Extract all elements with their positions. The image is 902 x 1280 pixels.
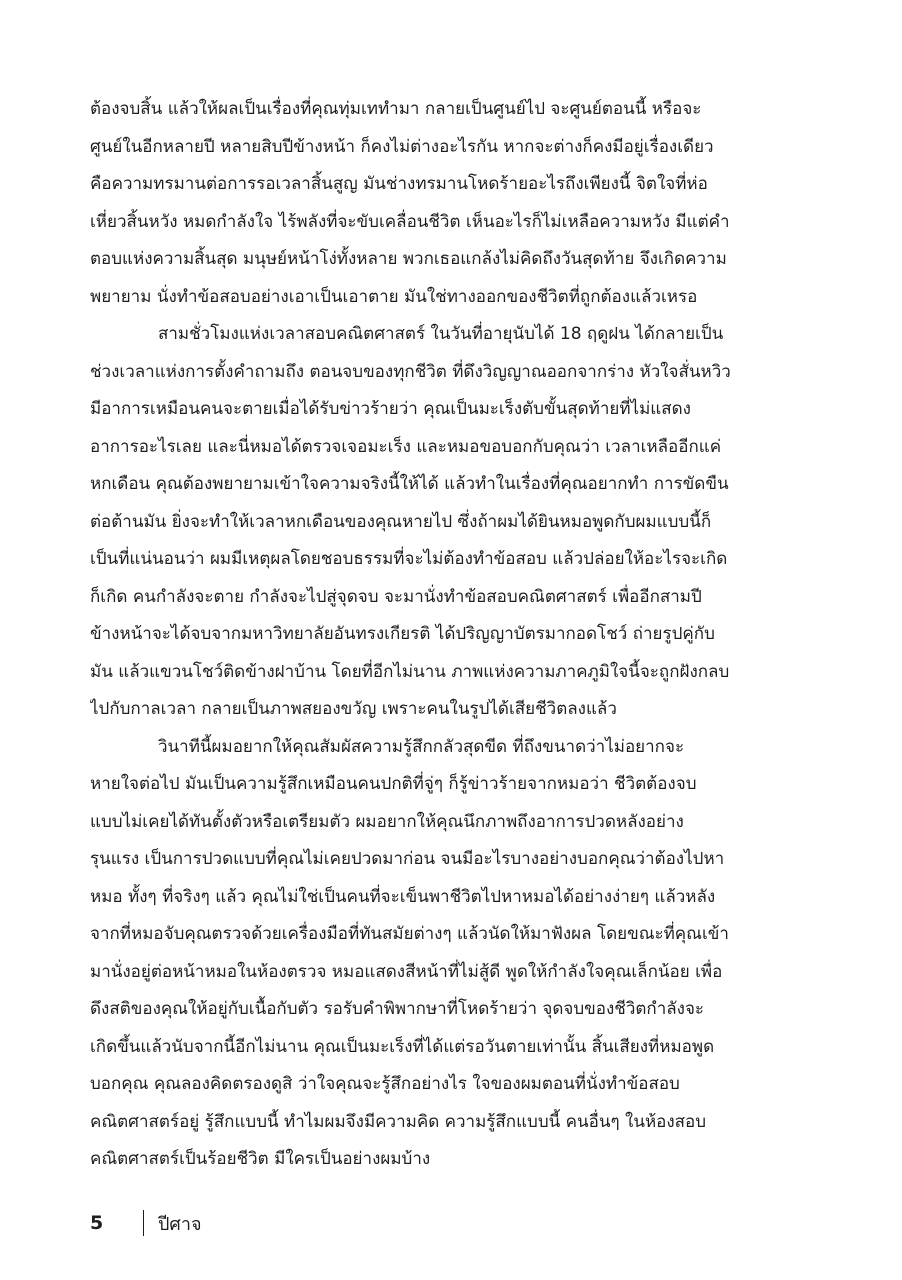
paragraph-first-line: สามชั่วโมงแห่งเวลาสอบคณิตศาสตร์ ในวันที่อายุนับได้ 18 ฤดูฝน ได้กลายเป็น: [158, 324, 724, 344]
text-line: มีอาการเหมือนคนจะตายเมื่อได้รับข่าวร้ายว่า คุณเป็นมะเร็งตับขั้นสุดท้ายที่ไม่แสดง: [90, 399, 691, 419]
paragraph-first-line: วินาทีนี้ผมอยากให้คุณสัมผัสความรู้สึกกลัวสุดขีด ที่ถึงขนาดว่าไม่อยากจะ: [158, 736, 685, 757]
text-line: ข้างหน้าจะได้จบจากมหาวิทยาลัยอันทรงเกียรติ ได้ปริญญาบัตรมากอดโชว์ ถ่ายรูปคู่กับ: [90, 624, 715, 644]
text-line: เหี่ยวสิ้นหวัง หมดกำลังใจ ไร้พลังที่จะขับเคลื่อนชีวิต เห็นอะไรก็ไม่เหลือความหวัง มีแต่คำ: [90, 211, 730, 232]
text-line: ดึงสติของคุณให้อยู่กับเนื้อกับตัว รอรับคำพิพากษาที่โหดร้ายว่า จุดจบของชีวิตกำลังจะ: [90, 999, 705, 1019]
text-line: มานั่งอยู่ต่อหน้าหมอในห้องตรวจ หมอแสดงสีหน้าที่ไม่สู้ดี พูดให้กำลังใจคุณเล็กน้อย เพื่อ: [90, 961, 723, 982]
text-line: คณิตศาสตร์เป็นร้อยชีวิต มีใครเป็นอย่างผมบ้าง: [90, 1149, 431, 1169]
text-line: รุนแรง เป็นการปวดแบบที่คุณไม่เคยปวดมาก่อน จนมีอะไรบางอย่างบอกคุณว่าต้องไปหา: [90, 849, 725, 869]
book-title: ปีศาจ: [158, 1213, 202, 1235]
text-line: ช่วงเวลาแห่งการตั้งคำถามถึง ตอนจบของทุกชีวิต ที่ดึงวิญญาณออกจากร่าง หัวใจสั่นหวิว: [90, 361, 731, 382]
text-line: ต่อต้านมัน ยิ่งจะทำให้เวลาหกเดือนของคุณหายไป ซึ่งถ้าผมได้ยินหมอพูดกับผมแบบนี้ก็: [90, 511, 712, 532]
text-line: ศูนย์ในอีกหลายปี หลายสิบปีข้างหน้า ก็คงไม่ต่างอะไรกัน หากจะต่างก็คงมีอยู่เรื่องเดียว: [90, 136, 714, 157]
text-line: บอกคุณ คุณลองคิดตรองดูสิ ว่าใจคุณจะรู้สึกอย่างไร ใจของผมตอนที่นั่งทำข้อสอบ: [90, 1074, 680, 1094]
text-line: อาการอะไรเลย และนี่หมอได้ตรวจเจอมะเร็ง และหมอขอบอกกับคุณว่า เวลาเหลืออีกแค่: [90, 436, 722, 457]
text-line: ต้องจบสิ้น แล้วให้ผลเป็นเรื่องที่คุณทุ่มเททำมา กลายเป็นศูนย์ไป จะศูนย์ตอนนี้ หรือจะ: [90, 99, 702, 119]
text-line: คณิตศาสตร์อยู่ รู้สึกแบบนี้ ทำไมผมจึงมีความคิด ความรู้สึกแบบนี้ คนอื่นๆ ในห้องสอบ: [90, 1111, 707, 1132]
text-line: ก็เกิด คนกำลังจะตาย กำลังจะไปสู่จุดจบ จะมานั่งทำข้อสอบคณิตศาสตร์ เพื่ออีกสามปี: [90, 586, 702, 607]
text-line: เป็นที่แน่นอนว่า ผมมีเหตุผลโดยชอบธรรมที่จะไม่ต้องทำข้อสอบ แล้วปล่อยให้อะไรจะเกิด: [90, 549, 728, 569]
text-line: เกิดขึ้นแล้วนับจากนี้อีกไม่นาน คุณเป็นมะเร็งที่ได้แต่รอวันตายเท่านั้น สิ้นเสียงที่หมอพูด: [90, 1036, 715, 1057]
text-line: จากที่หมอจับคุณตรวจด้วยเครื่องมือที่ทันสมัยต่างๆ แล้วนัดให้มาฟังผล โดยขณะที่คุณเข้า: [90, 924, 729, 944]
footer-divider: [143, 1210, 144, 1236]
text-line: คือความทรมานต่อการรอเวลาสิ้นสูญ มันช่างทรมานโหดร้ายอะไรถึงเพียงนี้ จิตใจที่ห่อ: [90, 174, 708, 194]
text-line: หมอ ทั้งๆ ที่จริงๆ แล้ว คุณไม่ใช่เป็นคนที่จะเข็นพาชีวิตไปหาหมอได้อย่างง่ายๆ แล้วหลัง: [90, 886, 716, 907]
text-line: มัน แล้วแขวนโชว์ติดข้างฝาบ้าน โดยที่อีกไม่นาน ภาพแห่งความภาคภูมิใจนี้จะถูกฝังกลบ: [90, 661, 730, 682]
text-line: พยายาม นั่งทำข้อสอบอย่างเอาเป็นเอาตาย มันใช่ทางออกของชีวิตที่ถูกต้องแล้วเหรอ: [90, 286, 698, 307]
body-text: [90, 91, 812, 1179]
text-line: ไปกับกาลเวลา กลายเป็นภาพสยองขวัญ เพราะคนในรูปได้เสียชีวิตลงแล้ว: [90, 699, 617, 719]
page-footer: [90, 1206, 202, 1240]
text-line: หกเดือน คุณต้องพยายามเข้าใจความจริงนี้ให้ได้ แล้วทำในเรื่องที่คุณอยากทำ การขัดขืน: [90, 474, 729, 494]
text-line: หายใจต่อไป มันเป็นความรู้สึกเหมือนคนปกติที่จู่ๆ ก็รู้ข่าวร้ายจากหมอว่า ชีวิตต้องจบ: [90, 774, 697, 794]
page-number: 5: [90, 1212, 104, 1234]
text-line: แบบไม่เคยได้ทันตั้งตัวหรือเตรียมตัว ผมอยากให้คุณนึกภาพถึงอาการปวดหลังอย่าง: [90, 811, 684, 832]
text-line: ตอบแห่งความสิ้นสุด มนุษย์หน้าโง่ทั้งหลาย พวกเธอแกล้งไม่คิดถึงวันสุดท้าย จึงเกิดความ: [90, 249, 727, 269]
